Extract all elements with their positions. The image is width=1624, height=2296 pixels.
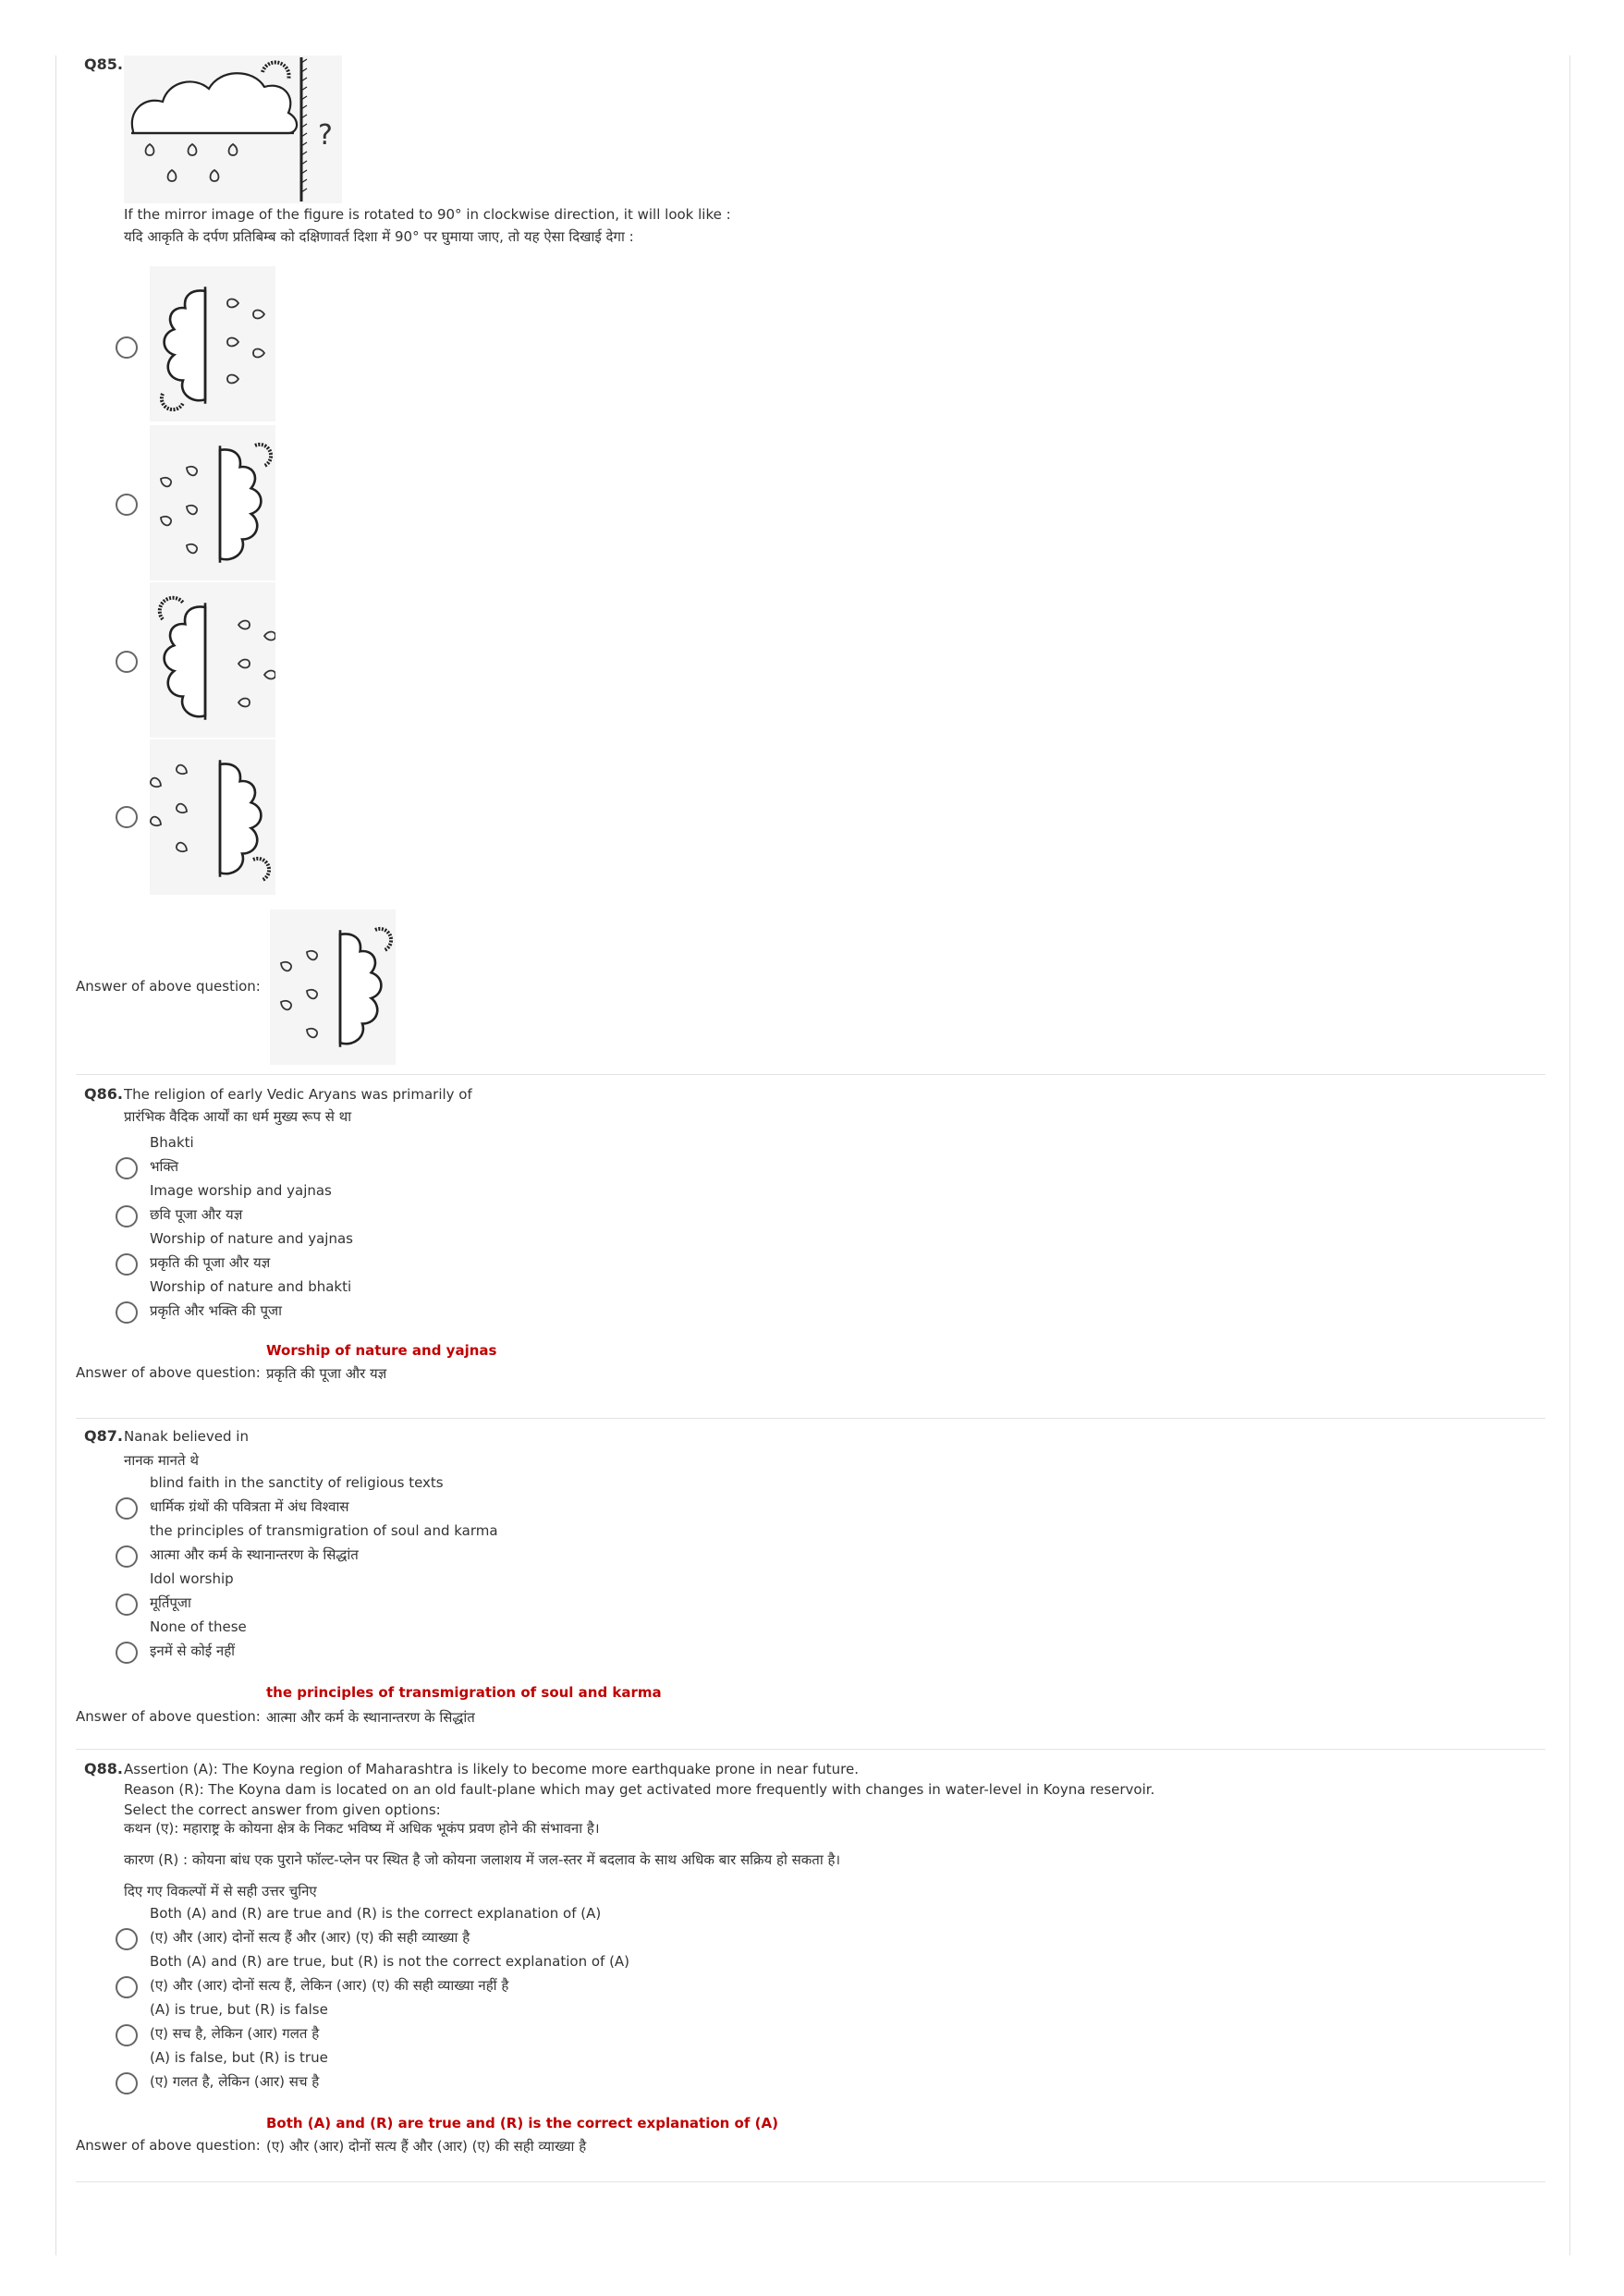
- option-text-en: Worship of nature and bhakti: [150, 1278, 352, 1295]
- option-radio-2[interactable]: [116, 494, 138, 516]
- correct-answer-en: Worship of nature and yajnas: [266, 1342, 497, 1359]
- question-text-hi: नानक मानते थे: [124, 1452, 199, 1469]
- correct-answer-hi: प्रकृति की पूजा और यज्ञ: [266, 1365, 387, 1382]
- correct-answer-hi: आत्मा और कर्म के स्थानान्तरण के सिद्धांत: [266, 1709, 475, 1726]
- question-number: Q85.: [84, 55, 123, 73]
- select-instruction-hi: दिए गए विकल्पों में से सही उत्तर चुनिए: [124, 1883, 317, 1899]
- answer-label: Answer of above question:: [76, 1364, 261, 1381]
- option-text-hi: छवि पूजा और यज्ञ: [150, 1206, 243, 1223]
- option-text-hi: आत्मा और कर्म के स्थानान्तरण के सिद्धांत: [150, 1546, 359, 1563]
- option-text-en: Idol worship: [150, 1570, 234, 1587]
- question-86: [76, 1083, 1545, 1419]
- option-radio-3[interactable]: [116, 1253, 138, 1276]
- option-radio-2[interactable]: [116, 1205, 138, 1227]
- question-text-en: Nanak believed in: [124, 1428, 249, 1445]
- figure-question-mark: ?: [318, 119, 333, 152]
- assertion-hi: कथन (ए): महाराष्ट्र के कोयना क्षेत्र के निकट भविष्य में अधिक भूकंप प्रवण होने की संभावना है।: [124, 1820, 600, 1837]
- question-text-en: If the mirror image of the figure is rotated to 90° in clockwise direction, it will look like :: [124, 206, 731, 223]
- option-text-en: Worship of nature and yajnas: [150, 1230, 353, 1247]
- question-87: [76, 1425, 1545, 1750]
- option-text-en: blind faith in the sanctity of religious texts: [150, 1474, 444, 1491]
- option-figure-1[interactable]: [150, 266, 275, 421]
- option-text-en: Bhakti: [150, 1134, 194, 1151]
- cloud-option-1: [150, 266, 275, 421]
- cloud-rain-figure: [124, 55, 342, 203]
- option-text-hi: मूर्तिपूजा: [150, 1594, 191, 1611]
- cloud-answer: [270, 910, 396, 1065]
- option-radio-1[interactable]: [116, 1157, 138, 1179]
- option-text-hi: भक्ति: [150, 1158, 179, 1175]
- option-figure-3[interactable]: [150, 582, 275, 738]
- option-radio-4[interactable]: [116, 1301, 138, 1324]
- reason-en: Reason (R): The Koyna dam is located on an old fault-plane which may get activated more frequently with changes in water-level in Koyna reservoir.: [124, 1781, 1155, 1798]
- question-number: Q86.: [84, 1085, 123, 1103]
- option-radio-4[interactable]: [116, 806, 138, 828]
- option-text-en: (A) is false, but (R) is true: [150, 2049, 328, 2066]
- option-text-en: (A) is true, but (R) is false: [150, 2001, 328, 2018]
- question-text-en: The religion of early Vedic Aryans was primarily of: [124, 1086, 472, 1103]
- option-figure-2[interactable]: [150, 425, 275, 580]
- option-text-hi: प्रकृति की पूजा और यज्ञ: [150, 1254, 271, 1271]
- option-text-en: Image worship and yajnas: [150, 1182, 332, 1199]
- correct-answer-en: the principles of transmigration of soul and karma: [266, 1684, 662, 1701]
- option-text-hi: (ए) और (आर) दोनों सत्य हैं और (आर) (ए) की सही व्याख्या है: [150, 1929, 470, 1946]
- question-text-hi: यदि आकृति के दर्पण प्रतिबिम्ब को दक्षिणावर्त दिशा में 90° पर घुमाया जाए, तो यह ऐसा दिखाई देगा :: [124, 228, 634, 245]
- option-text-en: Both (A) and (R) are true, but (R) is not the correct explanation of (A): [150, 1953, 630, 1970]
- option-figure-4[interactable]: [150, 739, 275, 895]
- question-85: [76, 55, 1545, 1075]
- option-radio-1[interactable]: [116, 1497, 138, 1520]
- option-radio-1[interactable]: [116, 336, 138, 359]
- option-radio-3[interactable]: [116, 1594, 138, 1616]
- question-figure: [124, 55, 342, 203]
- question-number: Q88.: [84, 1760, 123, 1777]
- option-text-hi: (ए) सच है, लेकिन (आर) गलत है: [150, 2025, 320, 2042]
- option-text-en: Both (A) and (R) are true and (R) is the correct explanation of (A): [150, 1905, 602, 1922]
- answer-label: Answer of above question:: [76, 1708, 261, 1725]
- option-radio-2[interactable]: [116, 1545, 138, 1568]
- answer-label: Answer of above question:: [76, 978, 261, 995]
- option-text-hi: (ए) गलत है, लेकिन (आर) सच है: [150, 2073, 320, 2090]
- option-radio-4[interactable]: [116, 2072, 138, 2094]
- option-text-hi: प्रकृति और भक्ति की पूजा: [150, 1302, 283, 1319]
- correct-answer-hi: (ए) और (आर) दोनों सत्य हैं और (आर) (ए) की सही व्याख्या है: [266, 2138, 587, 2155]
- option-radio-3[interactable]: [116, 651, 138, 673]
- question-number: Q87.: [84, 1427, 123, 1445]
- option-text-hi: (ए) और (आर) दोनों सत्य हैं, लेकिन (आर) (ए) की सही व्याख्या नहीं है: [150, 1977, 509, 1994]
- correct-answer-en: Both (A) and (R) are true and (R) is the correct explanation of (A): [266, 2115, 778, 2131]
- reason-hi: कारण (R) : कोयना बांध एक पुराने फॉल्ट-प्लेन पर स्थित है जो कोयना जलाशय में जल-स्तर में बदलाव के साथ अधिक बार सक्रिय हो सकता है।: [124, 1851, 841, 1868]
- option-radio-3[interactable]: [116, 2024, 138, 2046]
- cloud-option-3: [150, 582, 275, 738]
- select-instruction-en: Select the correct answer from given options:: [124, 1801, 441, 1818]
- question-text-hi: प्रारंभिक वैदिक आर्यों का धर्म मुख्य रूप से था: [124, 1108, 352, 1125]
- cloud-option-2: [150, 425, 275, 580]
- option-radio-4[interactable]: [116, 1642, 138, 1664]
- option-radio-1[interactable]: [116, 1928, 138, 1950]
- answer-figure: [270, 910, 396, 1065]
- option-text-en: None of these: [150, 1618, 247, 1635]
- option-radio-2[interactable]: [116, 1976, 138, 1998]
- option-text-hi: इनमें से कोई नहीं: [150, 1643, 236, 1659]
- assertion-en: Assertion (A): The Koyna region of Maharashtra is likely to become more earthquake prone in near future.: [124, 1761, 860, 1777]
- cloud-option-4: [150, 739, 275, 895]
- option-text-hi: धार्मिक ग्रंथों की पवित्रता में अंध विश्वास: [150, 1498, 349, 1515]
- option-text-en: the principles of transmigration of soul and karma: [150, 1522, 498, 1539]
- question-88: [76, 1758, 1545, 2182]
- answer-label: Answer of above question:: [76, 2137, 261, 2154]
